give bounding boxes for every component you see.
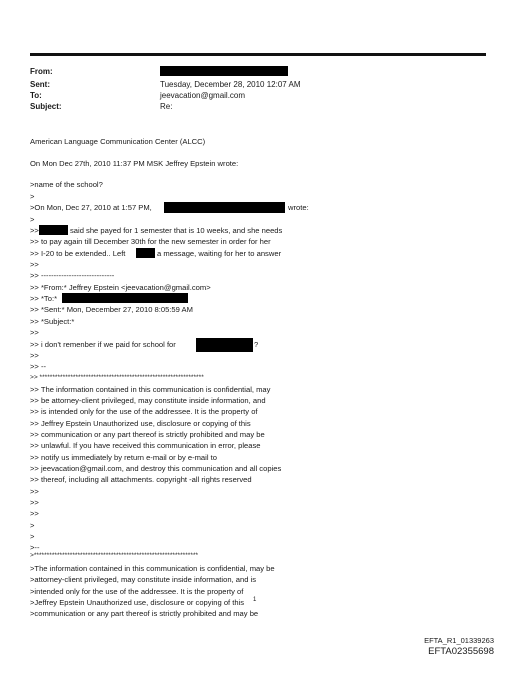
separator-stars: >> **************************************************************** (30, 374, 204, 381)
redaction-to (62, 293, 188, 303)
subject-label: Subject: (30, 102, 62, 111)
redaction-name (136, 248, 155, 258)
subject-value: Re: (160, 102, 173, 111)
body-line: >> I-20 to be extended.. Left (30, 249, 126, 258)
body-line: said she payed for 1 semester that is 10 weeks, and she needs (70, 226, 283, 235)
redaction-sender (164, 202, 285, 213)
body-line: >> (30, 328, 39, 337)
disclaimer-line: >attorney-client privileged, may constitute inside information, and is (30, 575, 257, 584)
body-line: a message, waiting for her to answer (157, 249, 282, 258)
disclaimer-line: >> thereof, including all attachments. copyright -all rights reserved (30, 475, 252, 484)
body-line: >> *To:* (30, 294, 58, 303)
disclaimer-line: >Jeffrey Epstein Unauthorized use, disclosure or copying of this (30, 598, 245, 607)
body-line: >> ----------------------------- (30, 271, 115, 280)
disclaimer-line: >> jeevacation@gmail.com, and destroy this communication and all copies (30, 464, 282, 473)
body-line: >> (30, 498, 39, 507)
body-line: >> -- (30, 362, 47, 371)
body-line: >> *Sent:* Mon, December 27, 2010 8:05:59 AM (30, 305, 193, 314)
disclaimer-line: >> notify us immediately by return e-mail or by e-mail to (30, 453, 217, 462)
sent-value: Tuesday, December 28, 2010 12:07 AM (160, 80, 301, 89)
body-line: > (30, 521, 35, 530)
bates-id-r1: EFTA_R1_01339263 (424, 636, 494, 645)
disclaimer-line: >communication or any part thereof is strictly prohibited and may be (30, 609, 259, 618)
sent-label: Sent: (30, 80, 50, 89)
disclaimer-line: >The information contained in this communication is confidential, may be (30, 564, 275, 573)
body-line: > (30, 192, 35, 201)
body-line: > (30, 532, 35, 541)
page-number: 1 (253, 597, 257, 603)
disclaimer-line: >> Jeffrey Epstein Unauthorized use, disclosure or copying of this (30, 419, 251, 428)
body-line: >-- (30, 543, 40, 552)
disclaimer-line: >> communication or any part thereof is strictly prohibited and may be (30, 430, 265, 439)
separator-stars: >**************************************************************** (30, 552, 199, 559)
redaction-name (39, 225, 68, 235)
to-value: jeevacation@gmail.com (160, 91, 246, 100)
body-line: > (30, 215, 35, 224)
body-line: >name of the school? (30, 180, 103, 189)
redaction-from (160, 66, 288, 76)
disclaimer-line: >> be attorney-client privileged, may constitute inside information, and (30, 396, 266, 405)
disclaimer-line: >> The information contained in this communication is confidential, may (30, 385, 271, 394)
org-line: American Language Communication Center (ALCC) (30, 137, 206, 146)
body-line: >On Mon, Dec 27, 2010 at 1:57 PM, (30, 203, 152, 212)
body-line: ? (254, 340, 259, 349)
header-rule (30, 53, 486, 56)
to-label: To: (30, 91, 42, 100)
body-line: >> (30, 351, 39, 360)
body-line: >> to pay again till December 30th for the new semester in order for her (30, 237, 271, 246)
body-line: >> *Subject:* (30, 317, 75, 326)
body-line: wrote: (288, 203, 309, 212)
quote-attribution: On Mon Dec 27th, 2010 11:37 PM MSK Jeffrey Epstein wrote: (30, 159, 239, 168)
disclaimer-line: >intended only for the use of the addressee. It is the property of (30, 587, 244, 596)
body-line: >> (30, 226, 39, 235)
disclaimer-line: >> is intended only for the use of the addressee. It is the property of (30, 407, 258, 416)
disclaimer-line: >> unlawful. If you have received this communication in error, please (30, 441, 261, 450)
body-line: >> (30, 260, 39, 269)
body-line: >> (30, 487, 39, 496)
bates-id: EFTA02355698 (428, 646, 494, 657)
body-line: >> *From:* Jeffrey Epstein <jeevacation@gmail.com> (30, 283, 211, 292)
body-line: >> (30, 509, 39, 518)
redaction-name (196, 338, 253, 352)
from-label: From: (30, 67, 53, 76)
body-line: >> i don't remenber if we paid for school for (30, 340, 176, 349)
